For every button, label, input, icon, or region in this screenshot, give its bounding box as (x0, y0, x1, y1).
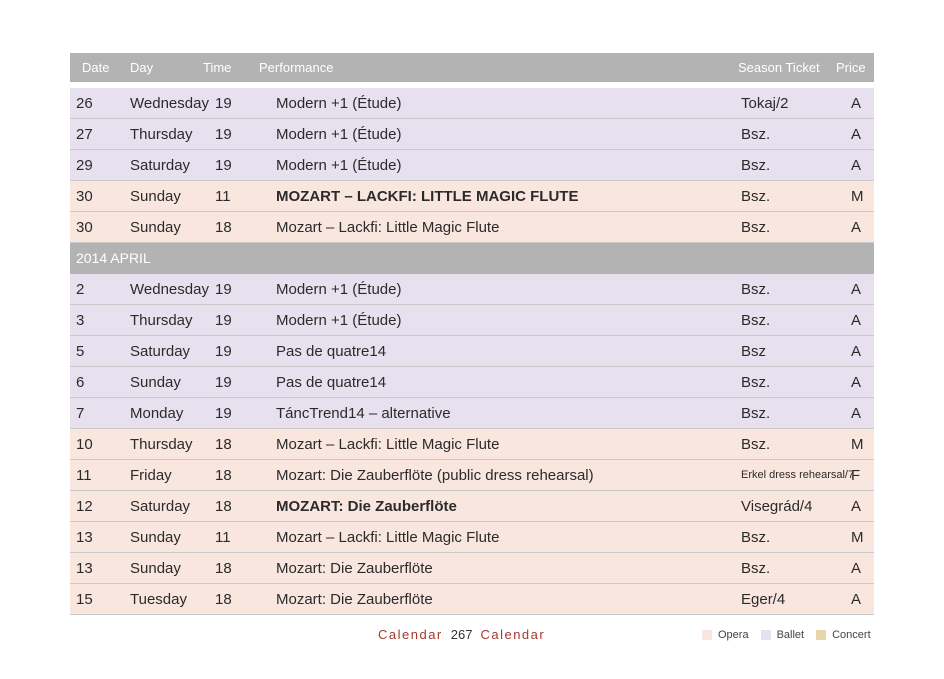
cell-date: 3 (76, 311, 85, 329)
concert-swatch (816, 630, 826, 640)
cell-season-ticket: Bsz. (741, 373, 771, 391)
cell-day: Sunday (130, 528, 181, 546)
cell-performance: Modern +1 (Étude) (276, 94, 402, 112)
cell-season-ticket: Tokaj/2 (741, 94, 789, 112)
header-time: Time (203, 60, 232, 75)
cell-day: Thursday (130, 311, 193, 329)
cell-day: Sunday (130, 218, 181, 236)
cell-time: 19 (215, 342, 232, 360)
cell-performance: Mozart – Lackfi: Little Magic Flute (276, 435, 500, 453)
legend-item-ballet (761, 629, 805, 641)
cell-time: 18 (215, 218, 232, 236)
cell-price: A (851, 218, 862, 236)
cell-time: 19 (215, 125, 232, 143)
legend-label-opera: Opera (718, 629, 749, 641)
cell-time: 18 (215, 497, 232, 515)
table-row (70, 367, 874, 398)
cell-date: 30 (76, 187, 93, 205)
cell-price: A (851, 94, 862, 112)
cell-time: 11 (215, 187, 231, 205)
cell-season-ticket: Bsz. (741, 528, 771, 546)
cell-performance: Pas de quatre14 (276, 342, 387, 360)
cell-season-ticket: Erkel dress rehearsal/7 (741, 469, 855, 481)
legend-label-concert: Concert (832, 629, 871, 641)
cell-time: 19 (215, 373, 232, 391)
cell-date: 7 (76, 404, 85, 422)
cell-time: 19 (215, 94, 232, 112)
table-row (70, 150, 874, 181)
ballet-swatch (761, 630, 771, 640)
cell-season-ticket: Bsz. (741, 280, 771, 298)
legend-item-opera (702, 629, 749, 641)
cell-time: 19 (215, 311, 232, 329)
cell-day: Saturday (130, 342, 191, 360)
cell-season-ticket: Bsz. (741, 404, 771, 422)
cell-time: 18 (215, 435, 232, 453)
cell-date: 27 (76, 125, 93, 143)
cell-performance: Pas de quatre14 (276, 373, 387, 391)
cell-day: Friday (130, 466, 172, 484)
cell-performance: Modern +1 (Étude) (276, 280, 402, 298)
cell-season-ticket: Bsz. (741, 559, 771, 577)
cell-time: 11 (215, 528, 231, 546)
cell-time: 19 (215, 280, 232, 298)
cell-performance: Mozart – Lackfi: Little Magic Flute (276, 218, 500, 236)
cell-day: Wednesday (130, 94, 209, 112)
cell-season-ticket: Bsz. (741, 156, 771, 174)
header-price: Price (836, 60, 866, 75)
table-row (70, 119, 874, 150)
cell-price: A (851, 559, 862, 577)
table-body (70, 88, 874, 615)
cell-date: 29 (76, 156, 93, 174)
cell-date: 26 (76, 94, 93, 112)
header-date: Date (82, 60, 110, 75)
cell-date: 2 (76, 280, 85, 298)
cell-time: 19 (215, 156, 232, 174)
cell-day: Thursday (130, 125, 193, 143)
table-row (70, 336, 874, 367)
table-row (70, 522, 874, 553)
cell-date: 13 (76, 528, 93, 546)
cell-price: A (851, 125, 862, 143)
cell-price: A (851, 280, 862, 298)
cell-day: Sunday (130, 373, 181, 391)
table-row (70, 88, 874, 119)
table-row (70, 491, 874, 522)
cell-performance: Mozart – Lackfi: Little Magic Flute (276, 528, 500, 546)
cell-performance: MOZART: Die Zauberflöte (276, 497, 457, 515)
cell-day: Tuesday (130, 590, 187, 608)
cell-season-ticket: Eger/4 (741, 590, 786, 608)
cell-season-ticket: Bsz (741, 342, 767, 360)
cell-time: 18 (215, 559, 232, 577)
cell-price: A (851, 311, 862, 329)
cell-performance: Mozart: Die Zauberflöte (276, 559, 433, 577)
table-row (70, 274, 874, 305)
cell-price: M (851, 435, 864, 453)
cell-performance: MOZART – LACKFI: LITTLE MAGIC FLUTE (276, 187, 579, 205)
footer-right-label: Calendar (480, 627, 546, 642)
cell-price: A (851, 373, 862, 391)
legend-item-concert (816, 629, 871, 641)
table-row (70, 181, 874, 212)
cell-date: 15 (76, 590, 93, 608)
cell-season-ticket: Bsz. (741, 187, 771, 205)
cell-performance: Modern +1 (Étude) (276, 156, 402, 174)
cell-day: Saturday (130, 156, 191, 174)
cell-date: 11 (76, 466, 92, 484)
cell-date: 12 (76, 497, 93, 515)
table-row (70, 212, 874, 243)
cell-date: 30 (76, 218, 93, 236)
cell-performance: Modern +1 (Étude) (276, 125, 402, 143)
cell-performance: Mozart: Die Zauberflöte (public dress rehearsal) (276, 466, 594, 484)
cell-price: A (851, 156, 862, 174)
cell-day: Saturday (130, 497, 191, 515)
cell-season-ticket: Bsz. (741, 311, 771, 329)
table-row (70, 429, 874, 460)
cell-price: A (851, 342, 862, 360)
opera-swatch (702, 630, 712, 640)
cell-date: 13 (76, 559, 93, 577)
table-row (70, 553, 874, 584)
cell-season-ticket: Bsz. (741, 218, 771, 236)
cell-season-ticket: Bsz. (741, 435, 771, 453)
cell-day: Wednesday (130, 280, 209, 298)
cell-price: M (851, 187, 864, 205)
legend-label-ballet: Ballet (776, 629, 805, 641)
page-footer (378, 627, 545, 642)
header-day: Day (130, 60, 154, 75)
cell-price: M (851, 528, 864, 546)
color-legend (702, 629, 883, 641)
cell-day: Sunday (130, 187, 181, 205)
cell-time: 19 (215, 404, 232, 422)
cell-time: 18 (215, 466, 232, 484)
cell-day: Monday (130, 404, 184, 422)
cell-performance: Modern +1 (Étude) (276, 311, 402, 329)
table-row (70, 398, 874, 429)
schedule-table (70, 53, 874, 615)
month-divider (70, 243, 874, 274)
cell-date: 10 (76, 435, 93, 453)
table-row (70, 305, 874, 336)
footer-left-label: Calendar (378, 627, 443, 642)
cell-performance: Mozart: Die Zauberflöte (276, 590, 433, 608)
cell-price: A (851, 404, 862, 422)
cell-day: Thursday (130, 435, 193, 453)
header-performance: Performance (259, 60, 334, 75)
cell-price: A (851, 590, 862, 608)
cell-date: 6 (76, 373, 85, 391)
table-row (70, 460, 874, 491)
cell-date: 5 (76, 342, 85, 360)
table-row (70, 584, 874, 615)
page-number: 267 (450, 627, 473, 642)
cell-season-ticket: Bsz. (741, 125, 771, 143)
cell-price: A (851, 497, 862, 515)
cell-season-ticket: Visegrád/4 (741, 497, 813, 515)
cell-day: Sunday (130, 559, 181, 577)
cell-performance: TáncTrend14 – alternative (276, 404, 451, 422)
month-label: 2014 APRIL (76, 250, 151, 266)
cell-price: F (851, 466, 861, 484)
table-header (70, 53, 874, 82)
header-season-ticket: Season Ticket (738, 60, 820, 75)
cell-time: 18 (215, 590, 232, 608)
